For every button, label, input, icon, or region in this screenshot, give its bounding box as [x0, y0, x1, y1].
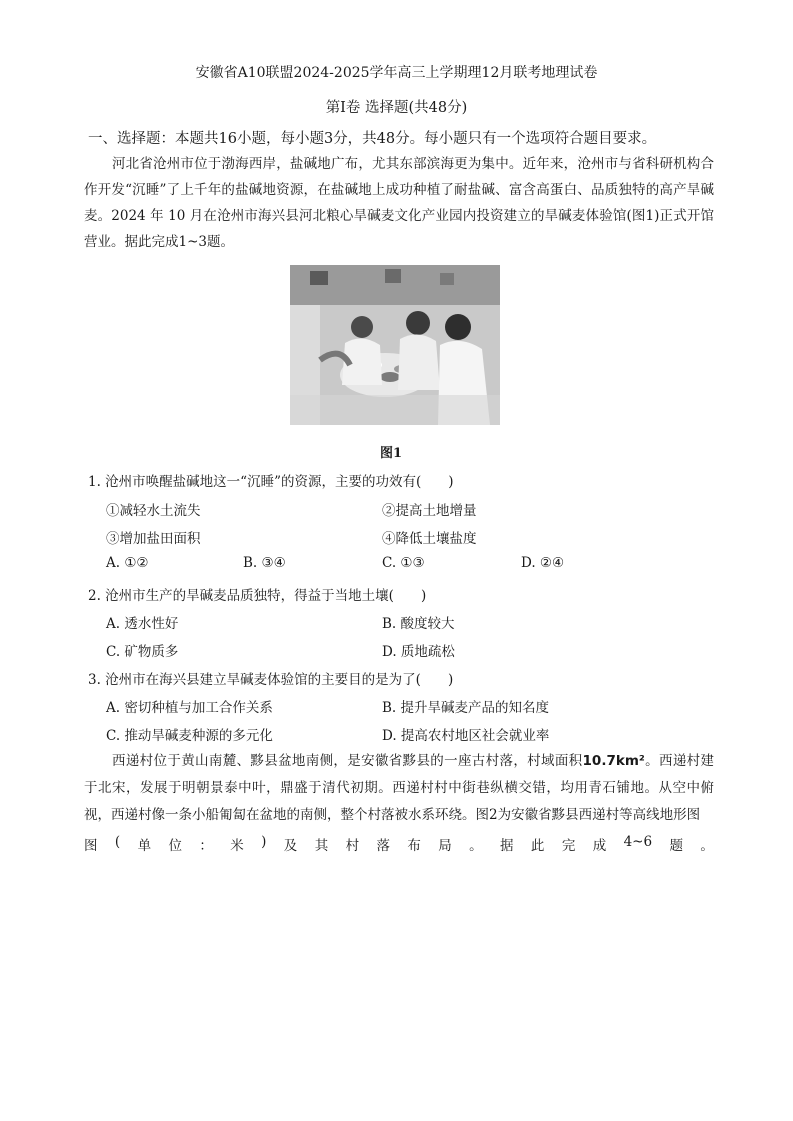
passage-2-text [84, 748, 714, 829]
passage-2-last-char: 落 [376, 838, 390, 854]
passage-2-text-after: 。西递村建于北宋，发展于明朝景泰中叶，鼎盛于清代初期。西递村村中街巷纵横交错，均用青石铺地。从空中俯视，西递村像一条小船匍匐在盆地的南侧，整个村落被水系环绕。图2为安徽省黟县西递村等高线地形图 [84, 753, 715, 823]
passage-2-last-char: 。 [469, 838, 483, 854]
passage-2-last-line [84, 834, 714, 854]
passage-2-last-char: 完 [561, 838, 576, 854]
passage-2-last-char: ( [114, 834, 121, 850]
photo-illustration [290, 265, 500, 425]
passage-1-text: 河北省沧州市位于渤海西岸，盐碱地广布，尤其东部滨海更为集中。近年来，沧州市与省科研机构合作开发“沉睡”了上千年的盐碱地资源，在盐碱地上成功种植了耐盐碱、富含高蛋白、品质独特的高产旱碱麦。2024 年 10 月在沧州市海兴县河北粮心旱碱麦文化产业园内投资建立的旱碱麦体验馆(图1)正式开馆营业。据此完成1~3题。 [84, 156, 714, 250]
question-2-option-b: B. 酸度较大 [382, 616, 455, 632]
passage-2-text-before: 西递村位于黄山南麓、黟县盆地南侧，是安徽省黟县的一座古村落，村域面积 [112, 753, 583, 769]
question-3-option-b: B. 提升旱碱麦产品的知名度 [382, 700, 550, 716]
passage-2-last-char: 位 [168, 838, 182, 854]
passage-2-last-char: 题 [669, 838, 683, 854]
passage-2-last-char: 此 [530, 838, 545, 854]
passage-2-last-char: 成 [592, 838, 607, 854]
figure-1-caption: 图1 [380, 446, 403, 461]
question-1-stem: 1. 沧州市唤醒盐碱地这一“沉睡”的资源，主要的功效有( ) [88, 474, 454, 490]
passage-2-last-char: 局 [438, 838, 452, 854]
question-1-item-2: ②提高土地增量 [382, 503, 477, 519]
question-1-option-d: D. ②④ [521, 555, 565, 571]
passage-2-last-char: ) [261, 834, 267, 850]
passage-2-last-char: 图 [84, 838, 98, 854]
passage-2-last-char: 米 [230, 838, 244, 854]
passage-2-last-char: 及 [283, 838, 298, 854]
passage-2-last-char: ： [199, 838, 213, 854]
question-2-stem: 2. 沧州市生产的旱碱麦品质独特，得益于当地土壤( ) [88, 588, 427, 604]
question-3-stem: 3. 沧州市在海兴县建立旱碱麦体验馆的主要目的是为了( ) [88, 672, 454, 688]
passage-2-area-value: 10.7km² [582, 753, 645, 769]
passage-2-last-char: 单 [137, 838, 152, 854]
question-3-option-d: D. 提高农村地区社会就业率 [382, 728, 550, 744]
passage-2-last-char: 。 [700, 838, 714, 854]
question-1-item-3: ③增加盐田面积 [106, 531, 201, 547]
question-1-option-c: C. ①③ [382, 555, 425, 571]
section-title: 第Ⅰ卷 选择题(共48分) [325, 100, 468, 116]
question-2-option-a: A. 透水性好 [106, 616, 179, 632]
section-instruction: 一、选择题：本题共16小题，每小题3分，共48分。每小题只有一个选项符合题目要求。 [88, 131, 657, 147]
passage-2-last-char: 4~6 [623, 834, 653, 850]
question-3-option-c: C. 推动旱碱麦种源的多元化 [106, 728, 273, 744]
passage-2-last-char: 据 [500, 838, 514, 854]
exam-title: 安徽省A10联盟2024-2025学年高三上学期理12月联考地理试卷 [195, 65, 598, 81]
figure-1-photo [290, 265, 500, 425]
question-3-option-a: A. 密切种植与加工合作关系 [106, 700, 273, 716]
passage-1 [84, 151, 714, 255]
passage-2-last-char: 村 [345, 838, 360, 854]
passage-2-last-char: 布 [407, 838, 421, 854]
question-2-option-c: C. 矿物质多 [106, 644, 179, 660]
question-1-item-1: ①减轻水土流失 [106, 503, 201, 519]
question-1-item-4: ④降低土壤盐度 [382, 531, 477, 547]
question-2-option-d: D. 质地疏松 [382, 644, 455, 660]
passage-2 [84, 748, 714, 829]
question-1-option-a: A. ①② [106, 555, 149, 571]
question-1-option-b: B. ③④ [243, 555, 286, 571]
passage-2-last-char: 其 [314, 838, 329, 854]
